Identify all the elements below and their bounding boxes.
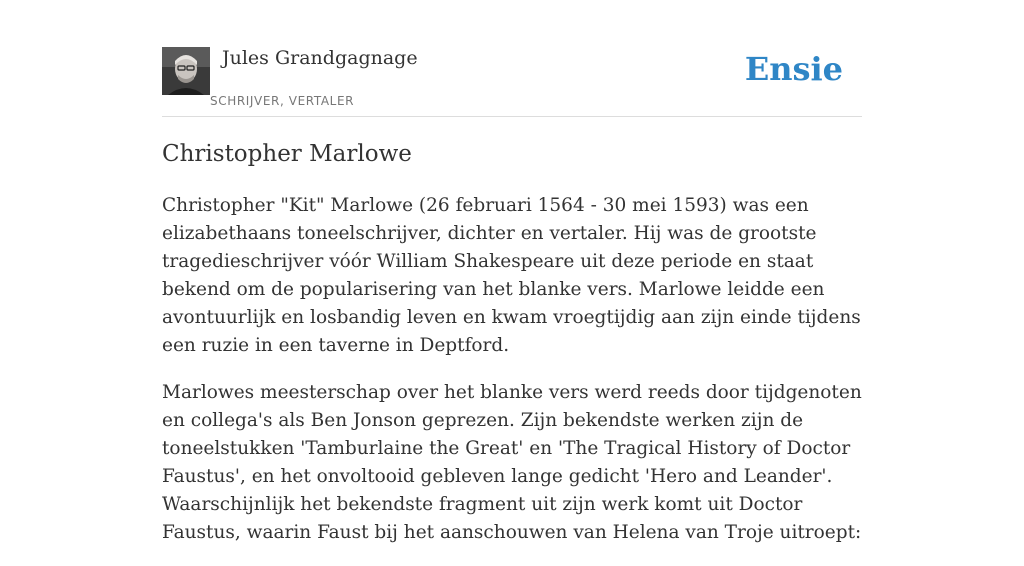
article-paragraph: Marlowes meesterschap over het blanke vers werd reeds door tijdgenoten en collega's als Ben Jonson geprezen. Zijn bekendste werken zijn de toneelstukken 'Tamburlaine the Great' en 'The Tragical History of Doctor Faustus', en het onvoltooid gebleven lange gedicht 'Hero and Leander'. Waarschijnlijk het bekendste fragment uit zijn werk komt uit Doctor Faustus, waarin Faust bij het aanschouwen van Helena van Troje uitroept: <box>162 382 862 543</box>
author-role: SCHRIJVER, VERTALER <box>210 94 355 108</box>
author-avatar[interactable] <box>162 47 210 95</box>
page-container <box>162 0 862 543</box>
article-paragraph: Christopher "Kit" Marlowe (26 februari 1564 - 30 mei 1593) was een elizabethaans toneelschrijver, dichter en vertaler. Hij was de grootste tragedieschrijver vóór William Shakespeare uit deze periode en staat bekend om de popularisering van het blanke vers. Marlowe leidde een avontuurlijk en losbandig leven en kwam vroegtijdig aan zijn einde tijdens een ruzie in een taverne in Deptford. <box>162 195 861 356</box>
ensie-logo-link[interactable]: Ensie <box>744 50 843 88</box>
avatar-portrait-icon <box>162 47 210 95</box>
author-header <box>162 0 862 117</box>
author-name[interactable]: Jules Grandgagnage <box>222 47 418 69</box>
article-title: Christopher Marlowe <box>162 141 412 167</box>
article-body <box>162 192 862 566</box>
